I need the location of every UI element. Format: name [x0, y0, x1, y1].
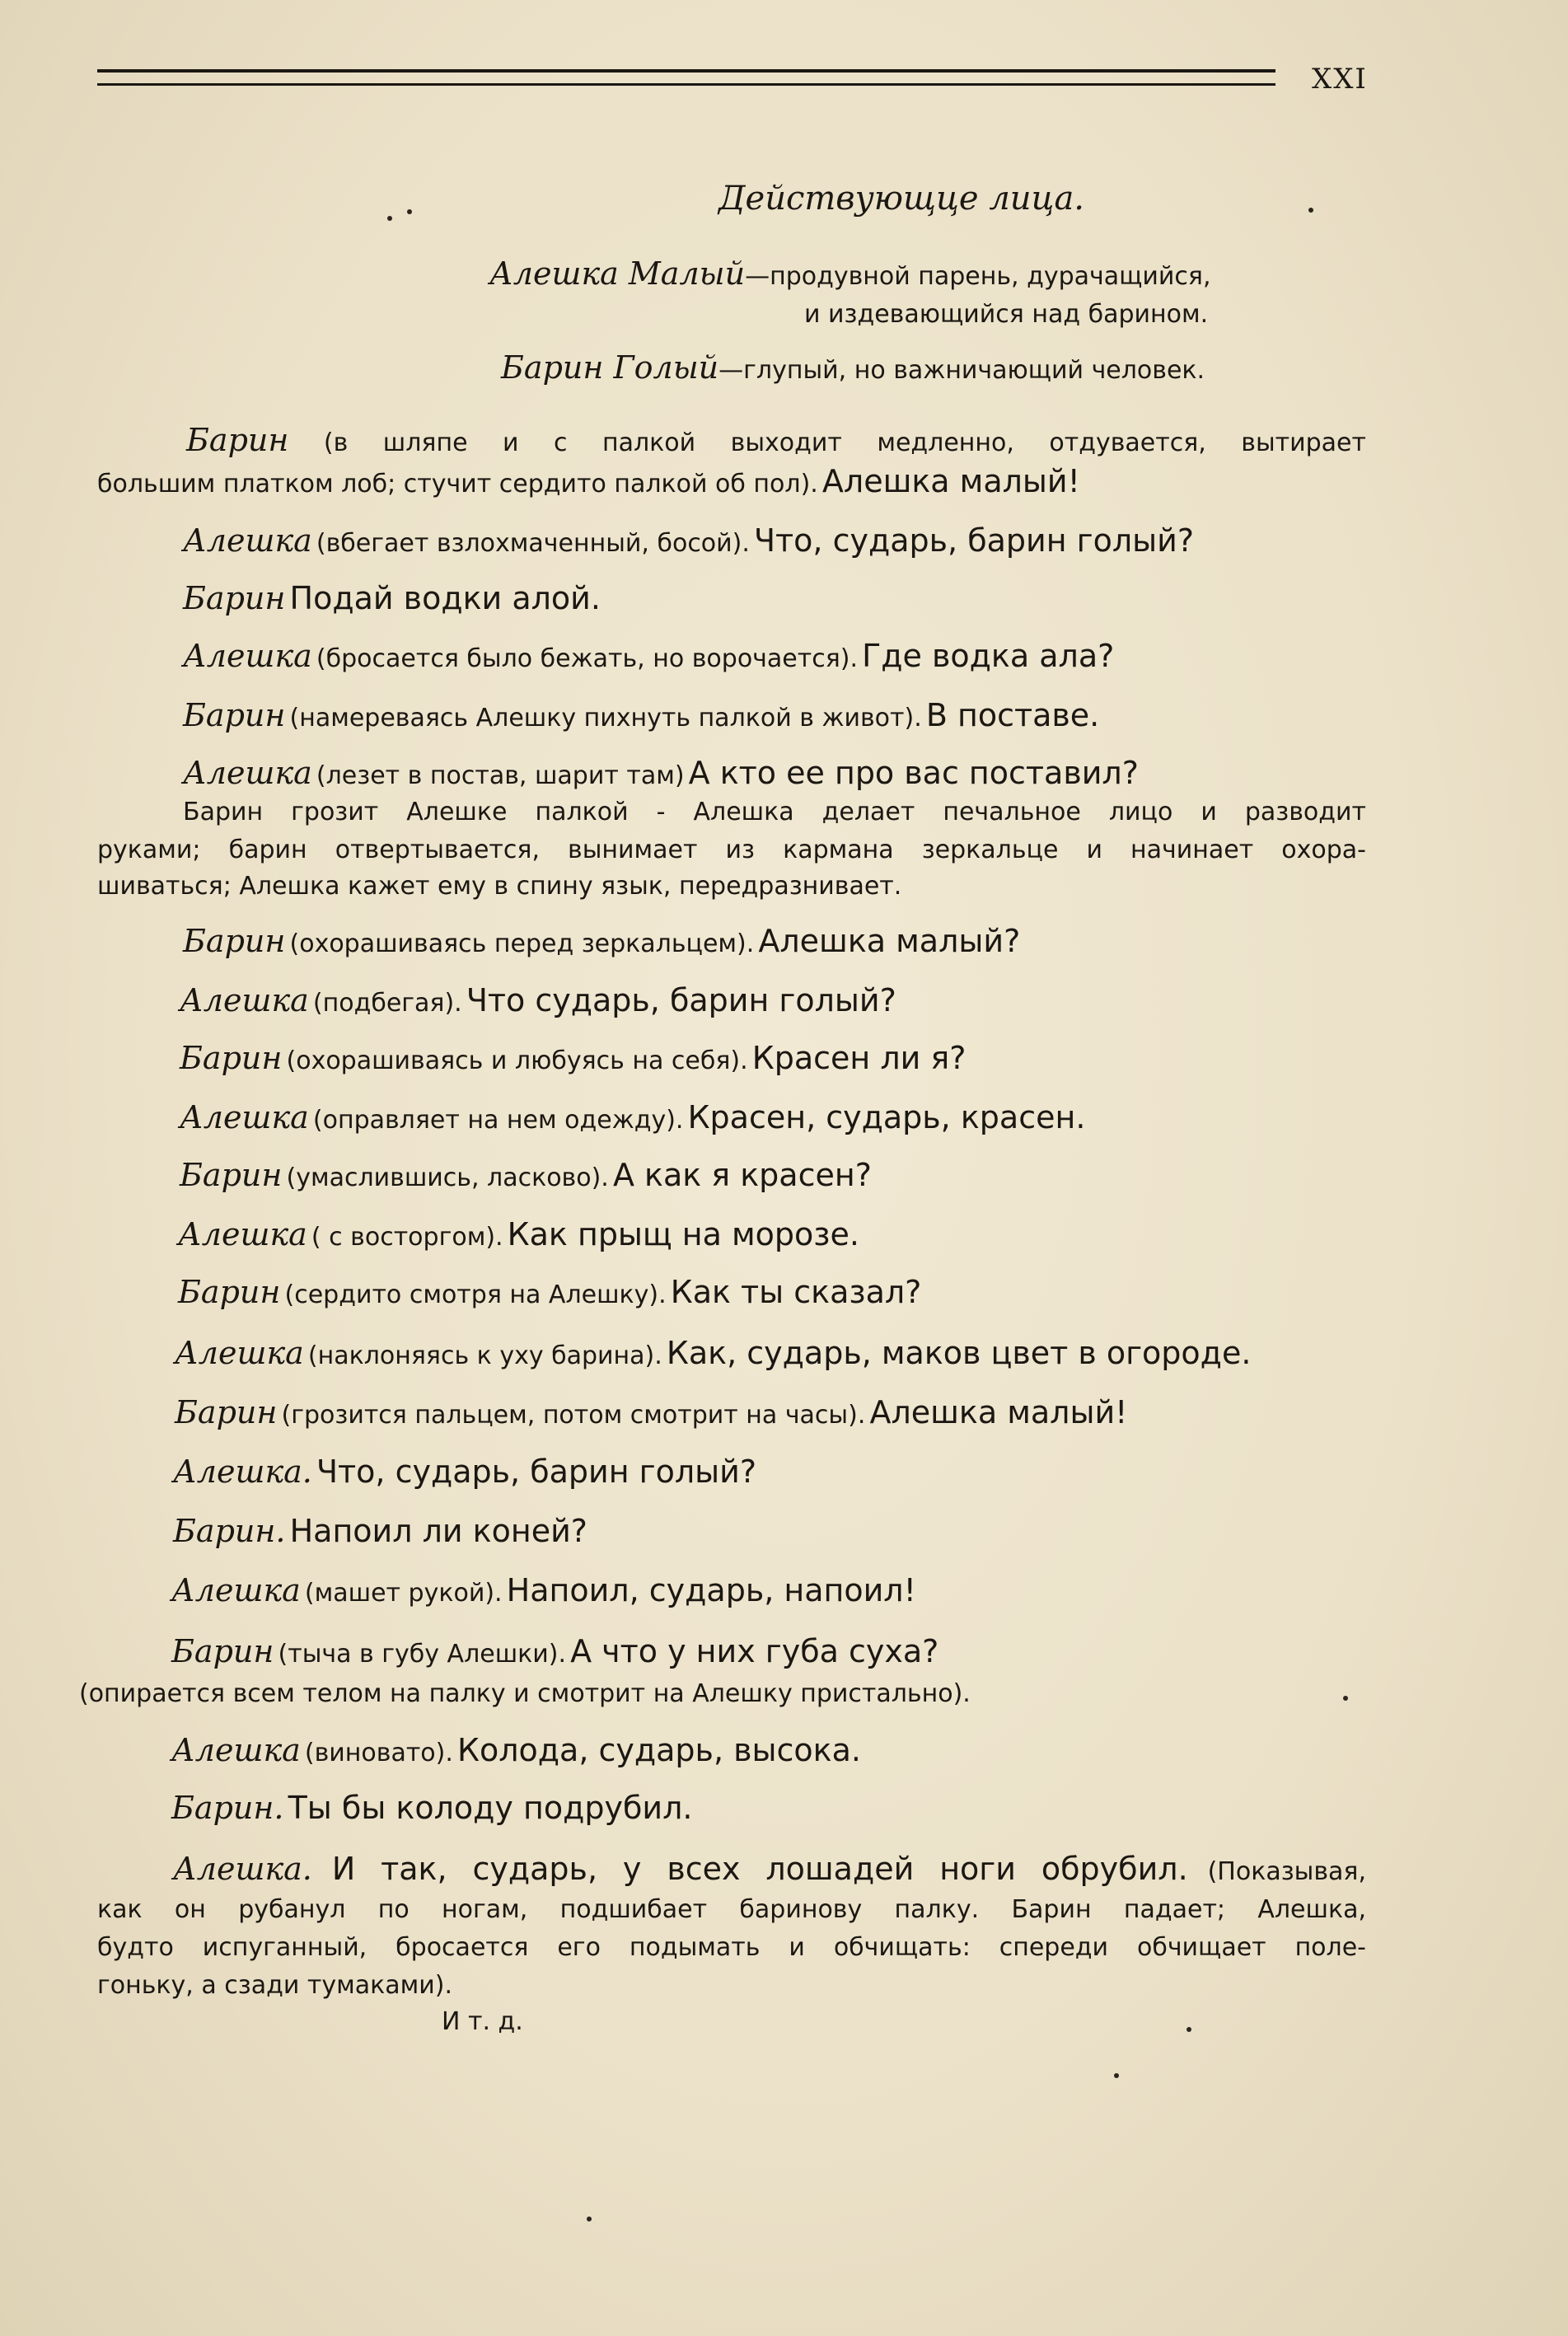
page-number: XXI: [1312, 63, 1368, 96]
print-speck: [1308, 208, 1313, 213]
speaker: Алешка: [183, 522, 312, 559]
speech: Как ты сказал?: [670, 1274, 922, 1310]
speech: Алешка малый?: [758, 923, 1021, 959]
stage-direction: (лезет в постав, шарит там): [316, 761, 685, 790]
dialogue-line: [171, 1732, 861, 1768]
speaker: Алешка: [183, 638, 312, 674]
speech: Напоил, сударь, напоил!: [506, 1572, 916, 1608]
dialogue-line: [180, 1099, 1085, 1135]
dialogue-line: [175, 1335, 1251, 1371]
stage-direction-line: как он рубанул по ногам, подшибает баринову палку. Барин падает; Алешка,: [97, 1895, 1366, 1924]
dialogue-line: [178, 1216, 859, 1252]
speaker: Алешка.: [173, 1454, 312, 1490]
dialogue-line: [183, 755, 1139, 791]
speaker: Барин: [180, 1040, 283, 1076]
dialogue-line: [171, 1572, 916, 1608]
stage-direction: (умаслившись, ласково).: [286, 1163, 609, 1192]
speaker: Алешка: [175, 1335, 304, 1371]
stage-direction: (наклоняясь к уху барина).: [307, 1341, 662, 1370]
speech: Что сударь, барин голый?: [466, 982, 896, 1018]
print-speck: [1343, 1696, 1348, 1701]
speaker: Барин.: [173, 1513, 286, 1549]
stage-direction: (охорашиваясь перед зеркальцем).: [289, 929, 755, 958]
speaker: Алешка: [171, 1732, 301, 1768]
header-rule-bottom: [97, 83, 1275, 86]
cast-heading: Действующце лица.: [718, 180, 1085, 218]
print-speck: [387, 216, 392, 221]
speech: Что, сударь, барин голый?: [754, 522, 1195, 559]
stage-direction: (Показывая,: [1207, 1857, 1367, 1886]
stage-direction-line: гоньку, а сзади тумаками).: [97, 1971, 453, 2000]
stage-direction: (подбегая).: [312, 989, 462, 1018]
stage-direction: (сердито смотря на Алешку).: [284, 1280, 667, 1309]
print-speck: [1114, 2073, 1119, 2078]
speech: Как прыщ на морозе.: [507, 1216, 859, 1252]
speaker: Барин: [171, 1633, 274, 1669]
stage-direction: (грозится пальцем, потом смотрит на часы).: [281, 1401, 866, 1430]
cast-entry-aleshka: [489, 255, 1211, 292]
dialogue-line: [97, 463, 1080, 499]
print-speck: [1187, 2027, 1191, 2032]
stage-direction: (опирается всем телом на палку и смотрит на Алешку пристально).: [79, 1679, 971, 1708]
speaker: Барин: [183, 580, 286, 616]
speech: Подай водки алой.: [289, 580, 601, 616]
character-desc: —продувной парень, дурачащийся,: [745, 262, 1211, 291]
dialogue-line: [180, 1040, 966, 1076]
stage-direction: ( с восторгом).: [311, 1223, 503, 1252]
speech: И так, сударь, у всех лошадей ноги обрубил.: [331, 1851, 1188, 1887]
stage-direction: (тыча в губу Алешки).: [278, 1640, 567, 1669]
character-name: Алешка Малый: [489, 255, 746, 292]
stage-direction: (оправляет на нем одежду).: [312, 1106, 684, 1135]
stage-direction: (намереваясь Алешку пихнуть палкой в живот).: [289, 704, 922, 733]
ending-text: И т. д.: [442, 2007, 523, 2036]
speaker: Алешка.: [173, 1851, 312, 1887]
dialogue-line: [180, 1157, 872, 1193]
character-desc: —глупый, но важничающий человек.: [718, 356, 1205, 385]
speech: Красен ли я?: [751, 1040, 967, 1076]
speaker: Барин: [183, 697, 286, 733]
dialogue-line: [180, 982, 896, 1018]
stage-direction: (бросается было бежать, но ворочается).: [316, 644, 859, 673]
speech: А как я красен?: [612, 1157, 872, 1193]
dialogue-line: [173, 1513, 587, 1549]
speech: Алешка малый!: [821, 463, 1080, 499]
stage-direction: (в шляпе и с палкой выходит медленно, отдувается, вытирает: [323, 428, 1366, 457]
dialogue-line: [171, 1790, 692, 1826]
stage-direction-line: будто испуганный, бросается его подымать и обчищать: спереди обчищает поле-: [97, 1933, 1366, 1962]
dialogue-line: [183, 638, 1114, 674]
dialogue-line: [183, 697, 1099, 733]
stage-direction-block-line: руками; барин отвертывается, вынимает из кармана зеркальце и начинает охора-: [97, 836, 1366, 864]
dialogue-line: [175, 1394, 1127, 1430]
dialogue-line: [178, 1274, 921, 1310]
dialogue-line: [183, 522, 1194, 559]
header-rule-top: [97, 69, 1275, 73]
speech: Как, сударь, маков цвет в огороде.: [666, 1335, 1252, 1371]
speaker: Алешка: [183, 755, 312, 791]
stage-direction: (вбегает взлохмаченный, босой).: [316, 529, 750, 558]
speech: Колода, сударь, высока.: [457, 1732, 861, 1768]
speaker: Алешка: [178, 1216, 307, 1252]
speaker: Барин.: [171, 1790, 284, 1826]
speech: Где водка ала?: [862, 638, 1115, 674]
dialogue-line: [173, 1454, 756, 1490]
character-name: Барин Голый: [501, 349, 719, 386]
dialogue-line: [171, 1633, 938, 1669]
speaker: Алешка: [180, 982, 309, 1018]
stage-direction: (виновато).: [304, 1739, 453, 1767]
dialogue-line: [183, 580, 601, 616]
stage-direction: (охорашиваясь и любуясь на себя).: [286, 1046, 748, 1075]
speech: Красен, сударь, красен.: [687, 1099, 1086, 1135]
speech: Что, сударь, барин голый?: [316, 1454, 757, 1490]
print-speck: [587, 2217, 592, 2221]
print-speck: [407, 209, 412, 214]
speaker: Барин: [183, 923, 286, 959]
stage-direction-block-line: Барин грозит Алешке палкой - Алешка делает печальное лицо и разводит: [183, 798, 1366, 826]
speech: Алешка малый!: [869, 1394, 1128, 1430]
speech: Ты бы колоду подрубил.: [288, 1790, 693, 1826]
speaker: Алешка: [171, 1572, 301, 1608]
speaker: Алешка: [180, 1099, 309, 1135]
speech: А кто ее про вас поставил?: [688, 755, 1139, 791]
dialogue-line: [183, 923, 1020, 959]
speech: Напоил ли коней?: [289, 1513, 587, 1549]
speaker: Барин: [178, 1274, 281, 1310]
speaker: Барин: [175, 1394, 278, 1430]
cast-entry-barin: [501, 349, 1205, 386]
speech: А что у них губа суха?: [570, 1633, 939, 1669]
stage-direction: (машет рукой).: [304, 1579, 503, 1608]
speaker: Барин: [186, 422, 289, 458]
cast-entry-aleshka-desc2: и издевающийся над барином.: [804, 300, 1209, 329]
stage-direction: большим платком лоб; стучит сердито палкой об пол).: [97, 470, 818, 499]
speaker: Барин: [180, 1157, 283, 1193]
speech: В поставе.: [925, 697, 1100, 733]
stage-direction-block-line: шиваться; Алешка кажет ему в спину язык, передразнивает.: [97, 872, 902, 901]
